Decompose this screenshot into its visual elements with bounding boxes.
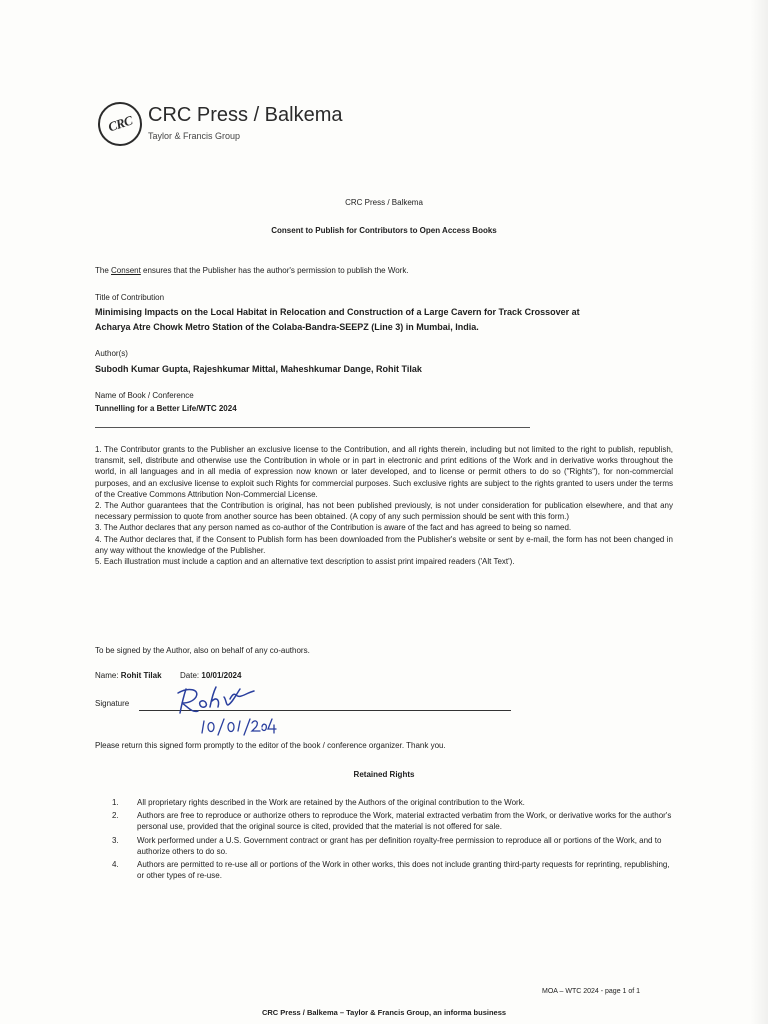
name-date-row: [95, 671, 241, 680]
contribution-label: Title of Contribution: [95, 293, 165, 302]
signature-label: Signature: [95, 699, 130, 708]
term-item: 5. Each illustration must include a caption and an alternative text description to assist print impaired readers ('Alt Text').: [95, 557, 515, 567]
list-item: 3. Work performed under a U.S. Government contract or grant has per definition royalty-free permission to reproduce all or portions of the Work, and to authorize others to do so.: [112, 835, 662, 856]
contribution-title-line2: Acharya Atre Chowk Metro Station of the Colaba-Bandra-SEEPZ (Line 3) in Mumbai, India.: [95, 322, 479, 332]
name-value: Rohit Tilak: [120, 671, 162, 680]
form-title: Consent to Publish for Contributors to Open Access Books: [271, 226, 497, 235]
authors-value: Subodh Kumar Gupta, Rajeshkumar Mittal, Maheshkumar Dange, Rohit Tilak: [95, 364, 422, 374]
crc-seal-icon: [98, 102, 142, 146]
retained-rights-list: [112, 797, 674, 883]
term-item: 1. The Contributor grants to the Publisher an exclusive license to the Contribution, and all rights therein, including but not limited to the right to publish, republish, transmit, sell, distribute and otherwise use the Contribution in whole or in part in electronic and print editions of the Work and in derivative works throughout the world, in all languages and in all media of expression now known or later developed, and to license or permit others to do so ("Rights"), for non-commercial purposes, and an exclusive license to exploit such Rights for commercial purposes. Such exclusive rights are subject to the rights granted to users under the terms of the Creative Commons Attribution Non-Commercial License.: [95, 445, 673, 499]
book-value: Tunnelling for a Better Life/WTC 2024: [95, 404, 237, 413]
page-reference: MOA – WTC 2024 - page 1 of 1: [542, 988, 641, 995]
signing-instruction: To be signed by the Author, also on behalf of any co-authors.: [95, 646, 310, 655]
book-label: Name of Book / Conference: [95, 391, 194, 400]
term-item: 3. The Author declares that any person named as co-author of the Contribution is aware of the fact and has agreed to being so named.: [95, 523, 572, 533]
handwritten-signature: [170, 683, 290, 741]
list-item: 4. Authors are permitted to re-use all or portions of the Work in other works, this does not include granting third-party requests for reprinting, republishing, or other types of re-use.: [112, 860, 670, 881]
contribution-title-line1: Minimising Impacts on the Local Habitat in Relocation and Construction of a Large Cavern for Track Crossover at: [95, 307, 580, 317]
consent-link[interactable]: Consent: [111, 266, 141, 275]
seal-text: CRC: [105, 112, 134, 135]
retained-rights-heading: Retained Rights: [353, 770, 415, 779]
intro-sentence: The Consent ensures that the Publisher has the author's permission to publish the Work.: [95, 266, 409, 275]
logo-subtitle: Taylor & Francis Group: [148, 131, 241, 141]
date-label: Date:: [180, 671, 200, 680]
date-value: 10/01/2024: [201, 671, 242, 680]
authors-label: Author(s): [95, 349, 128, 358]
divider: [95, 427, 530, 428]
footer-company: CRC Press / Balkema – Taylor & Francis Group, an informa business: [261, 1008, 507, 1017]
term-item: 4. The Author declares that, if the Consent to Publish form has been downloaded from the Publisher's website or sent by e-mail, the form has not been changed in any way without the knowledge of the Publisher.: [95, 534, 673, 555]
term-item: 2. The Author guarantees that the Contribution is original, has not been published previously, is not under consideration for publication elsewhere, and that any necessary permission to quote from another source has been obtained. (A copy of any such permission should be sent with this form.): [95, 501, 673, 522]
page-edge-shadow: [750, 0, 768, 1024]
list-item: 2. Authors are free to reproduce or authorize others to reproduce the Work, material extracted verbatim from the Work, or derivative works for the author's personal use, provided that the original source is cited, provided that the material is not offered for sale.: [112, 811, 672, 832]
list-item: 1. All proprietary rights described in the Work are retained by the Authors of the original contribution to the Work.: [112, 798, 525, 807]
logo-title: CRC Press / Balkema: [148, 104, 343, 126]
return-note: Please return this signed form promptly to the editor of the book / conference organizer. Thank you.: [95, 741, 446, 750]
publisher-logo: [98, 102, 358, 152]
publisher-name: CRC Press / Balkema: [345, 198, 423, 207]
license-terms: [95, 444, 673, 567]
name-label: Name:: [95, 671, 119, 680]
